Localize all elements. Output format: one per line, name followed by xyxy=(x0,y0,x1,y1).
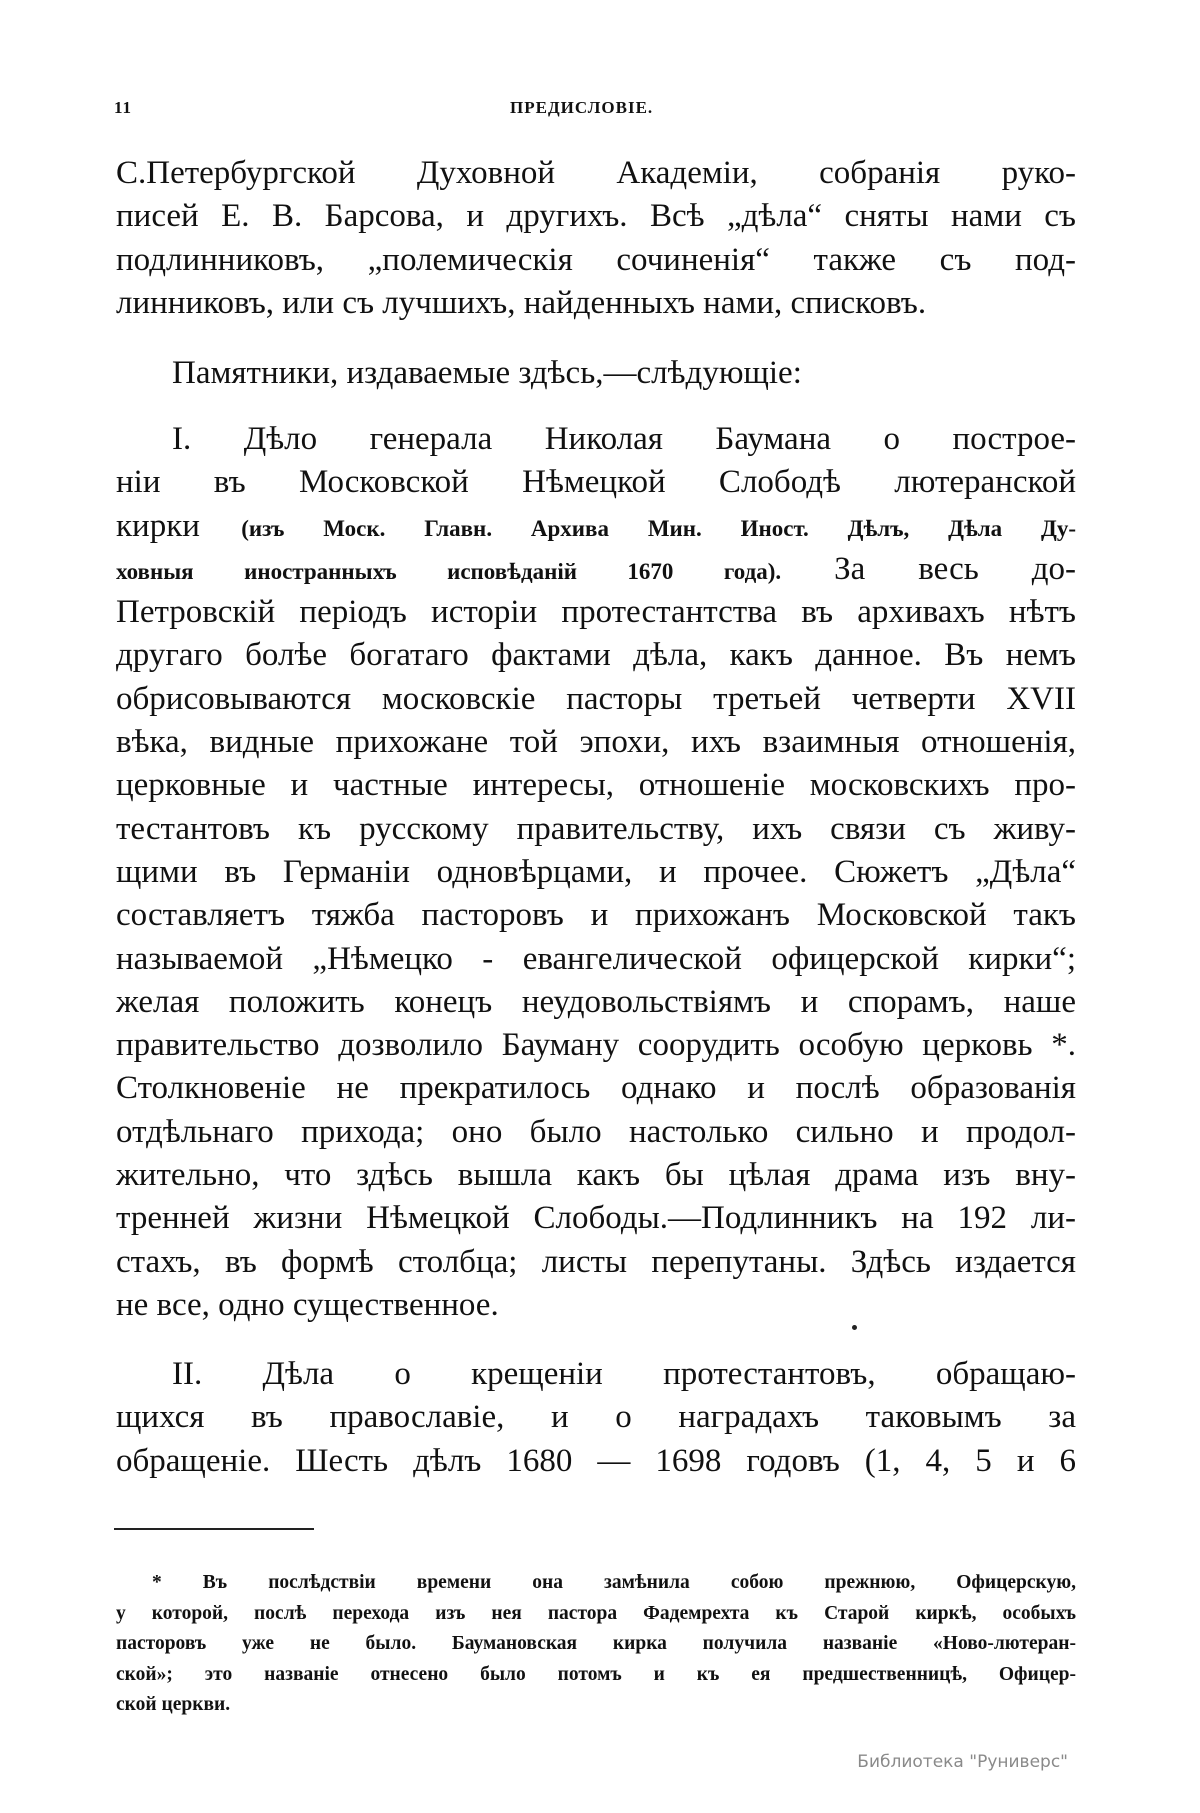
text-line: называемой „Нѣмецко - евангелической офицерской кирки“; xyxy=(116,940,1076,977)
paragraph-item-1 xyxy=(116,418,1076,1327)
text-line: правительство дозволило Бауману соорудить особую церковь *. xyxy=(116,1027,1076,1064)
footnote-line: * Въ послѣдствіи времени она замѣнила собою прежнюю, Офицерскую, xyxy=(152,1572,1076,1593)
page-number: 11 xyxy=(114,98,133,117)
text-line: составляетъ тяжба пасторовъ и прихожанъ Московской такъ xyxy=(116,897,1076,934)
text-line: другаго болѣе богатаго фактами дѣла, какъ данное. Въ немъ xyxy=(116,637,1076,674)
paragraph-sources xyxy=(116,152,1076,325)
text-line: не все, одно существенное. xyxy=(116,1286,499,1323)
text-line: С.Петербургской Духовной Академіи, собранія руко- xyxy=(116,155,1076,191)
footnote-divider xyxy=(114,1528,314,1530)
text-line: II. Дѣла о крещеніи протестантовъ, обращаю- xyxy=(172,1356,1076,1392)
text-line: І. Дѣло генерала Николая Баумана о построе- xyxy=(172,421,1076,457)
text-line: желая положить конецъ неудовольствіямъ и спорамъ, наше xyxy=(116,983,1076,1020)
text-line: обрисовываются московскіе пасторы третьей четверти XVII xyxy=(116,680,1076,717)
footnote-line: у которой, послѣ перехода изъ нея пастора Фадемрехта къ Старой киркѣ, особыхъ xyxy=(116,1602,1076,1624)
text-line: вѣка, видные прихожане той эпохи, ихъ взаимныя отношенія, xyxy=(116,724,1076,761)
text-line: ніи въ Московской Нѣмецкой Слободѣ лютеранской xyxy=(116,464,1076,501)
text-line: отдѣльнаго прихода; оно было настолько сильно и продол- xyxy=(116,1113,1076,1150)
text-line: Столкновеніе не прекратилось однако и послѣ образованія xyxy=(116,1070,1076,1107)
text-line: Петровскій періодъ исторіи протестантства въ архивахъ нѣтъ xyxy=(116,594,1076,631)
stray-mark xyxy=(852,1325,857,1330)
text-line: обращеніе. Шесть дѣлъ 1680 — 1698 годовъ (1, 4, 5 и 6 xyxy=(116,1442,1076,1479)
text-line: линниковъ, или съ лучшихъ, найденныхъ нами, списковъ. xyxy=(116,284,927,321)
text-line: щими въ Германіи одновѣрцами, и прочее. Сюжетъ „Дѣла“ xyxy=(116,853,1076,890)
text-line xyxy=(116,505,1076,548)
text-line: жительно, что здѣсь вышла какъ бы цѣлая драма изъ вну- xyxy=(116,1157,1076,1194)
running-title: ПРЕДИСЛОВІЕ. xyxy=(510,98,654,117)
text-line xyxy=(116,548,1076,591)
footnote-line: ской»; это названіе отнесено было потомъ и къ ея предшественницѣ, Офицер- xyxy=(116,1663,1076,1685)
paragraph-item-2 xyxy=(116,1353,1076,1483)
text-line: подлинниковъ, „полемическія сочиненія“ также съ под- xyxy=(116,241,1076,278)
text-line: стахъ, въ формѣ столбца; листы перепутаны. Здѣсь издается xyxy=(116,1243,1076,1280)
text-line: церковные и частные интересы, отношеніе московскихъ про- xyxy=(116,767,1076,804)
footnote-line: ской церкви. xyxy=(116,1694,231,1715)
paragraph-monuments-intro xyxy=(116,352,1076,395)
text-line: Памятники, издаваемые здѣсь,—слѣдующіе: xyxy=(172,355,802,391)
text-segment: (изъ Моск. Главн. Архива Мин. Иност. Дѣлъ, Дѣла Ду- xyxy=(241,515,1077,541)
text-line: щихся въ православіе, и о наградахъ таковымъ за xyxy=(116,1399,1076,1436)
footnote xyxy=(116,1568,1076,1721)
text-segment: кирки xyxy=(116,507,242,544)
text-line: тренней жизни Нѣмецкой Слободы.—Подлинникъ на 192 ли- xyxy=(116,1200,1076,1237)
text-line: писей Е. В. Барсова, и другихъ. Всѣ „дѣла“ сняты нами съ xyxy=(116,198,1076,235)
text-segment: ховныя иностранныхъ исповѣданій 1670 года). xyxy=(116,558,782,584)
text-line: тестантовъ къ русскому правительству, ихъ связи съ живу- xyxy=(116,810,1076,847)
text-segment: За весь до- xyxy=(781,550,1076,587)
footnote-line: пасторовъ уже не было. Баумановская кирка получила названіе «Ново-лютеран- xyxy=(116,1633,1076,1654)
watermark: Библиотека "Руниверс" xyxy=(857,1752,1068,1772)
